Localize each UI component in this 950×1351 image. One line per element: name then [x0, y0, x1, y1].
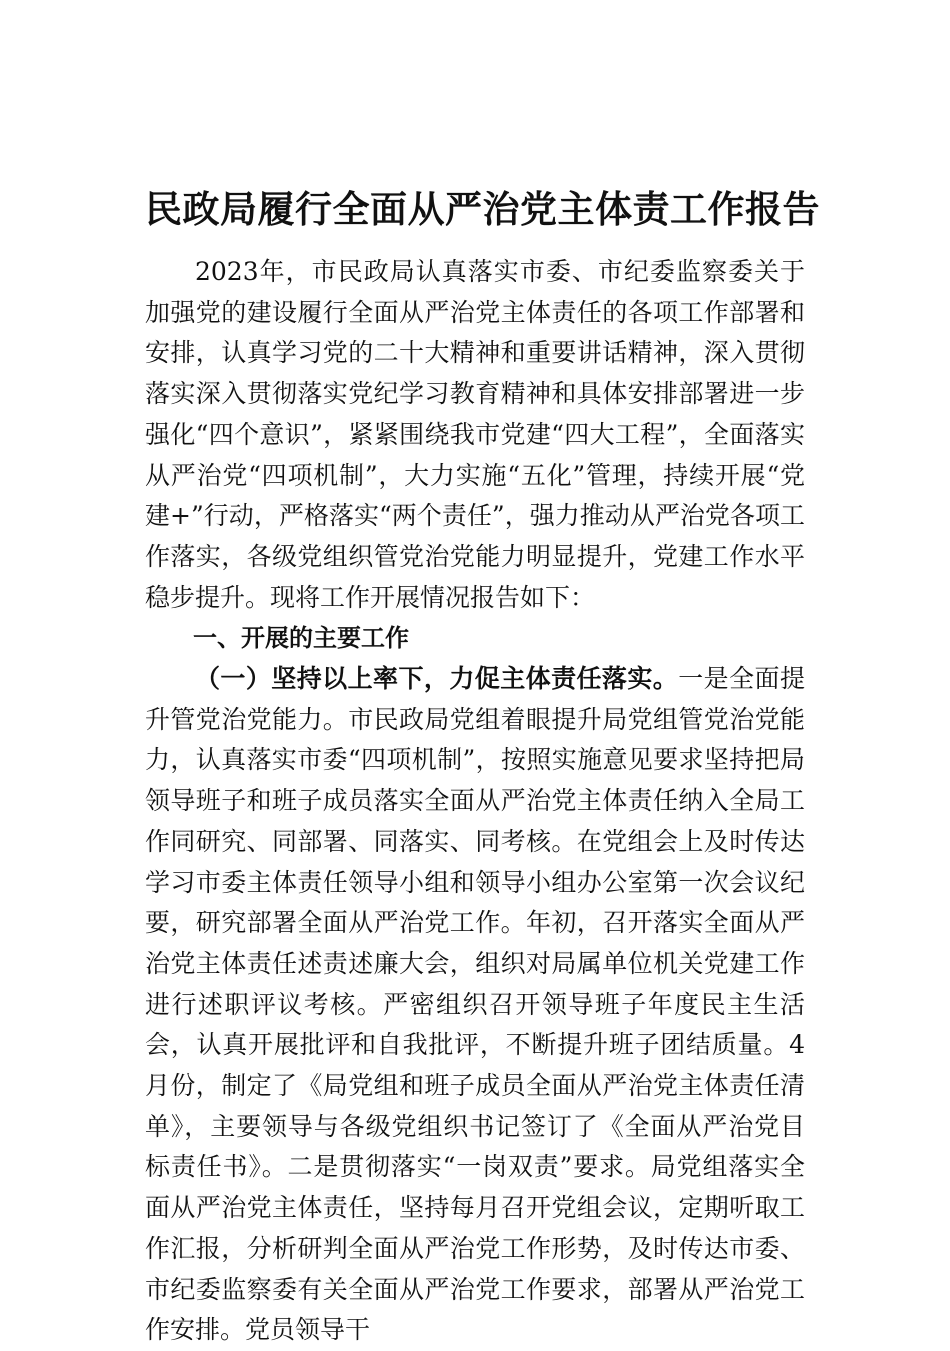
- intro-paragraph: 2023年，市民政局认真落实市委、市纪委监察委关于加强党的建设履行全面从严治党主体责任的各项工作部署和安排，认真学习党的二十大精神和重要讲话精神，深入贯彻落实深入贯彻落实党纪学习教育精神和具体安排部署进一步强化“四个意识”，紧紧围绕我市党建“四大工程”，全面落实从严治党“四项机制”，大力实施“五化”管理，持续开展“党建+”行动，严格落实“两个责任”，强力推动从严治党各项工作落实，各级党组织管党治党能力明显提升，党建工作水平稳步提升。现将工作开展情况报告如下：: [145, 257, 805, 612]
- subsection-body-1: 一是全面提升管党治党能力。市民政局党组着眼提升局党组管党治党能力，认真落实市委“四项机制”，按照实施意见要求坚持把局领导班子和班子成员落实全面从严治党主体责任纳入全局工作同研究、同部署、同落实、同考核。在党组会上及时传达学习市委主体责任领导小组和领导小组办公室第一次会议纪要，研究部署全面从严治党工作。年初，召开落实全面从严治党主体责任述责述廉大会，组织对局属单位机关党建工作进行述职评议考核。严密组织召开领导班子年度民主生活会，认真开展批评和自我批评，不断提升班子团结质量。4月份，制定了《局党组和班子成员全面从严治党主体责任清单》，主要领导与各级党组织书记签订了《全面从严治党目标责任书》。二是贯彻落实“一岗双责”要求。局党组落实全面从严治党主体责任，坚持每月召开党组会议，定期听取工作汇报，分析研判全面从严治党工作形势，及时传达市委、市纪委监察委有关全面从严治党工作要求，部署从严治党工作安排。党员领导干: [145, 664, 805, 1345]
- document-body: [145, 252, 805, 1351]
- section-heading-1: 一、开展的主要工作: [193, 624, 409, 653]
- document-title: 民政局履行全面从严治党主体责工作报告: [145, 186, 820, 231]
- subsection-paragraph-1: [145, 659, 805, 1351]
- subsection-lead-1: （一）坚持以上率下，力促主体责任落实。: [195, 664, 679, 694]
